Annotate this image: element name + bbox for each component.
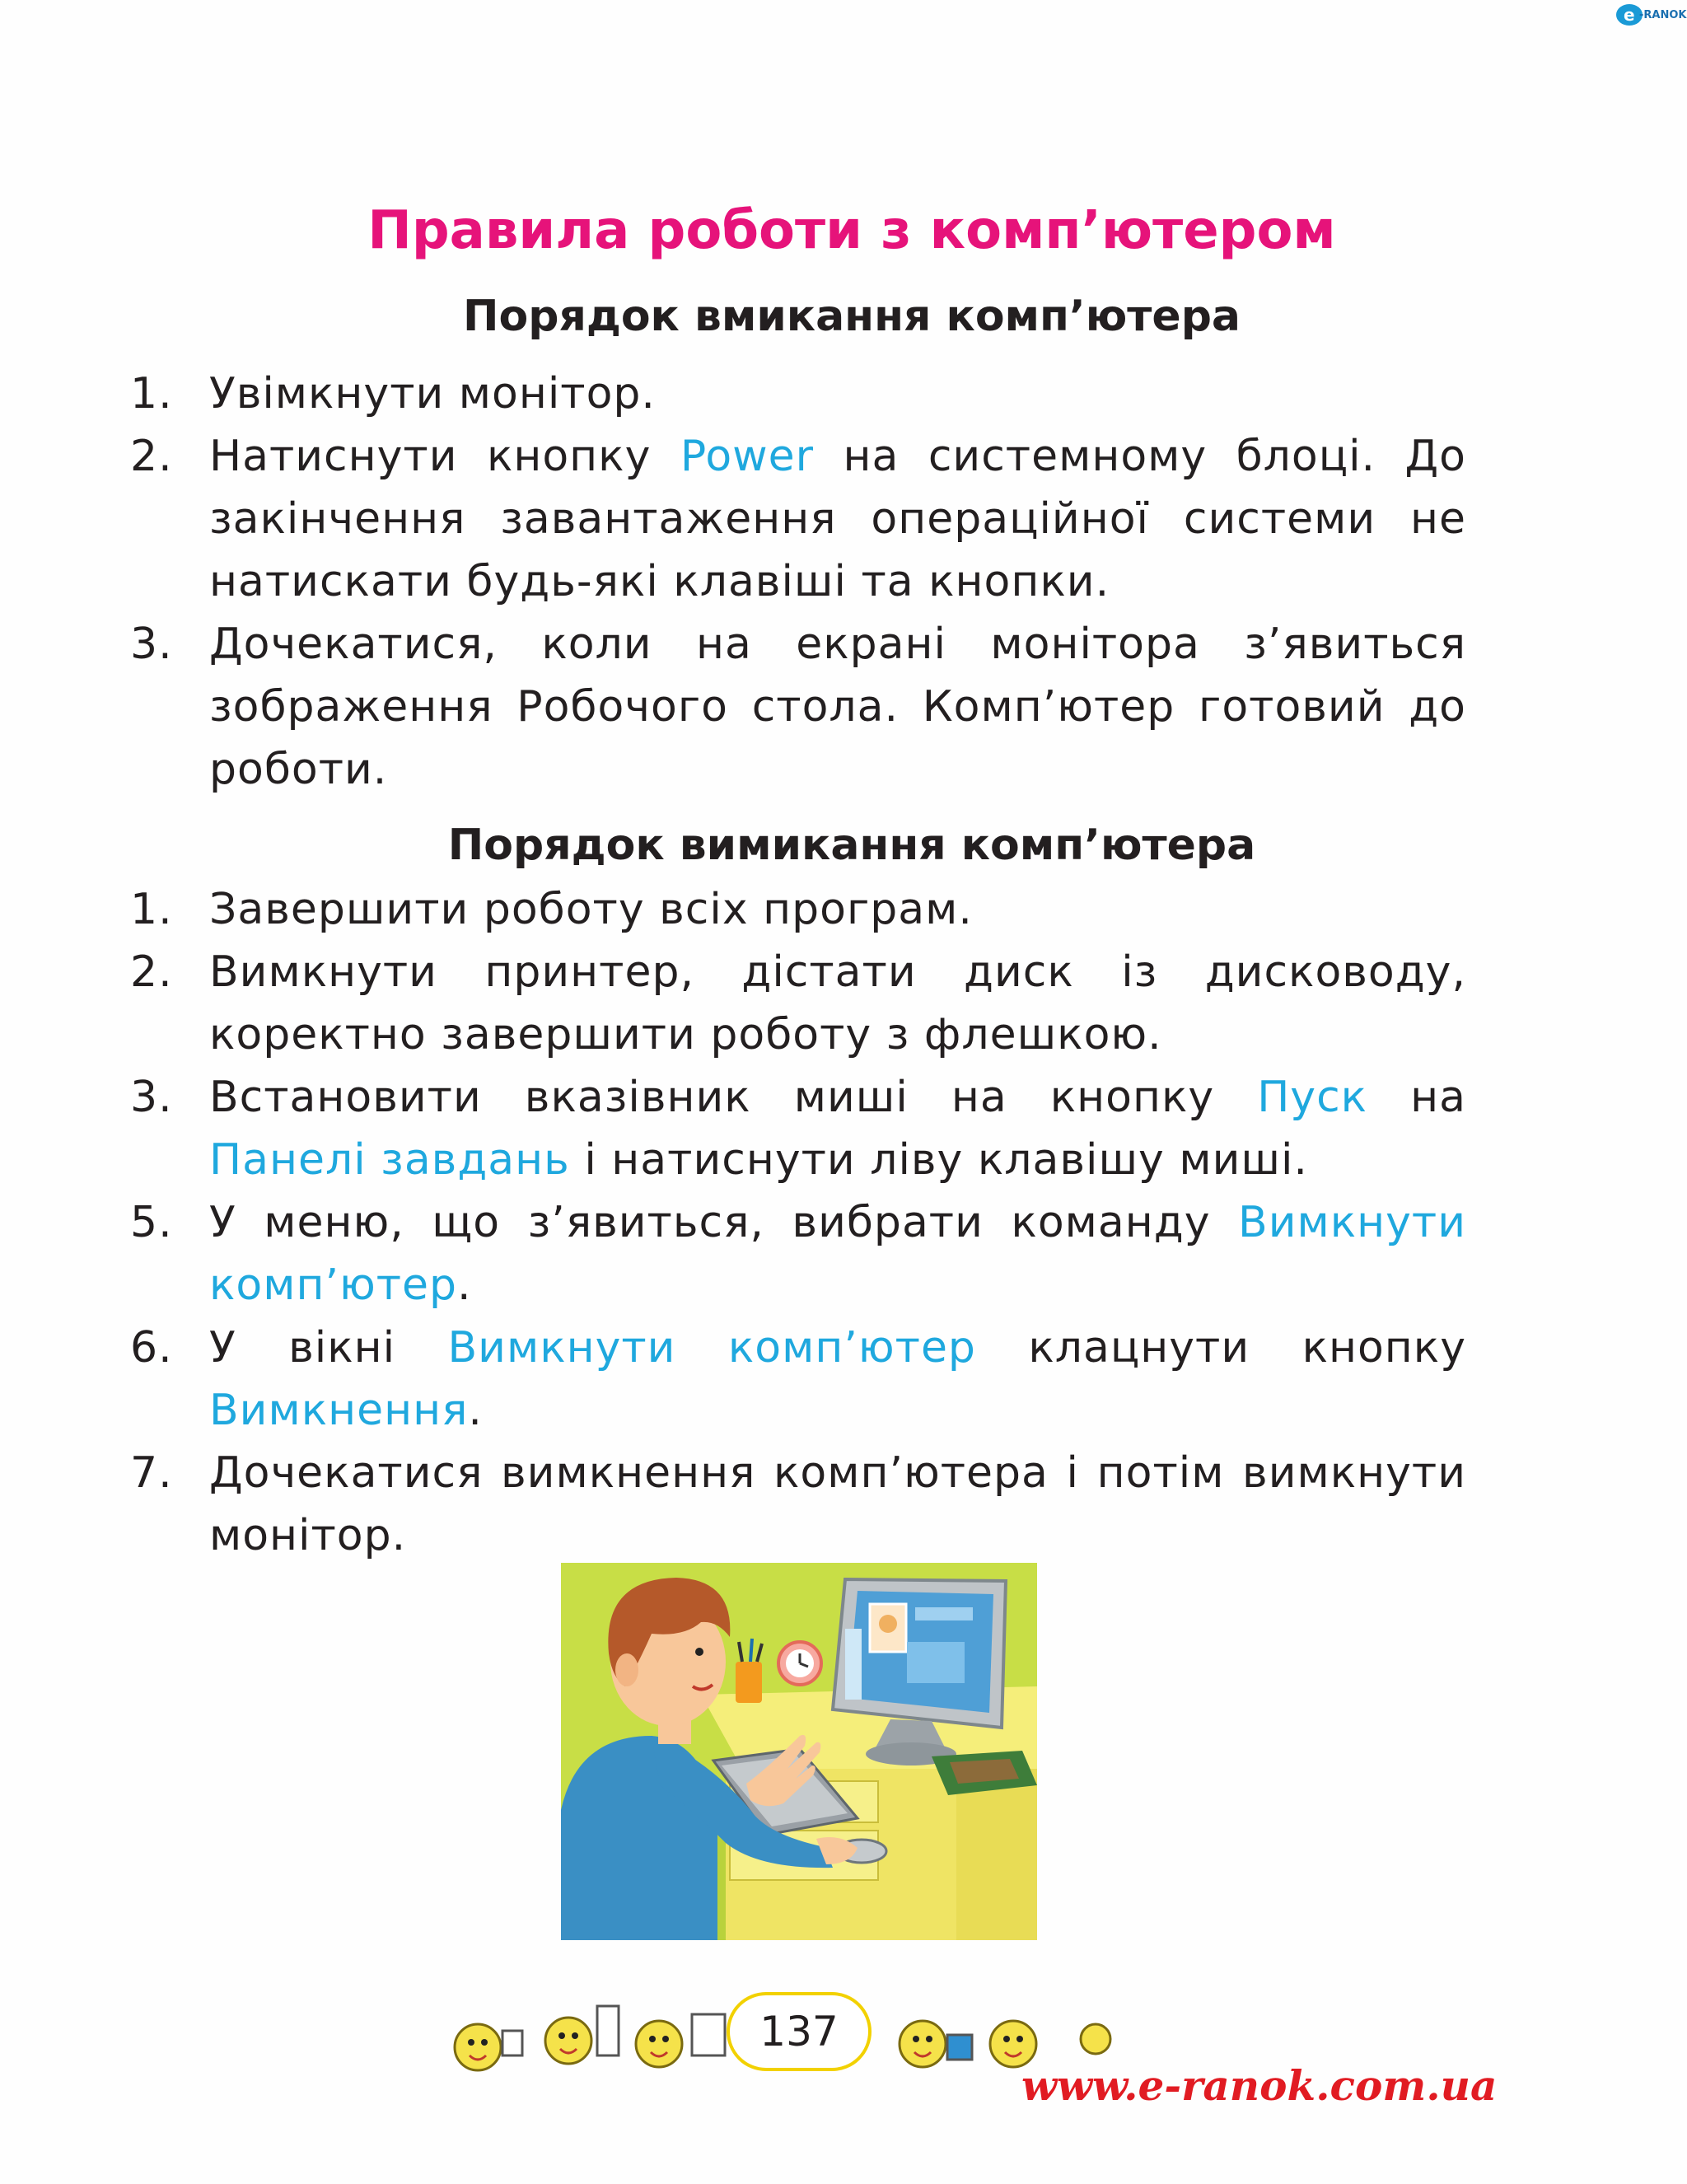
item-text: на системному блоці. До закінчення завантаження операційної системи не натискати будь-які клавіші та кнопки. — [209, 432, 1466, 606]
ui-term: Вимкнути комп’ютер — [447, 1323, 976, 1373]
section-on-heading: Порядок вмикання комп’ютера — [462, 292, 1241, 341]
section-off-heading: Порядок вимикання комп’ютера — [447, 821, 1256, 870]
list-item — [130, 425, 1466, 613]
item-text: Вимкнути принтер, дістати диск із дисководу, коректно завершити роботу з флешкою. — [209, 947, 1466, 1059]
item-text: Увімкнути монітор. — [209, 369, 656, 419]
svg-text:-RANOK: -RANOK — [1639, 9, 1687, 21]
list-item — [130, 1316, 1466, 1442]
power-off-steps — [130, 878, 1466, 1567]
item-number: 7. — [130, 1448, 173, 1498]
item-text: Встановити вказівник миші на кнопку — [209, 1073, 1258, 1122]
item-number: 2. — [130, 432, 173, 481]
list-item — [130, 1442, 1466, 1567]
page-title: Правила роботи з комп’ютером — [367, 200, 1336, 261]
list-item — [130, 613, 1466, 801]
item-number: 6. — [130, 1323, 173, 1373]
item-text: і натиснути ліву клавішу миші. — [569, 1135, 1308, 1185]
power-on-steps — [130, 362, 1466, 801]
item-text: У меню, що з’явиться, вибрати команду — [209, 1198, 1239, 1247]
item-number: 2. — [130, 947, 173, 997]
website-url: www.e-ranok.com.ua — [1021, 2061, 1498, 2110]
ui-term: Вимкнути комп’ютер — [209, 1198, 1466, 1310]
item-text: клацнути кнопку — [975, 1323, 1466, 1373]
boy-at-computer-illustration — [561, 1563, 1037, 1940]
ui-term: Панелі завдань — [209, 1135, 570, 1185]
item-number: 1. — [130, 885, 173, 934]
item-number: 3. — [130, 620, 173, 669]
item-number: 1. — [130, 369, 173, 419]
list-item — [130, 941, 1466, 1066]
ui-term: Power — [680, 432, 815, 481]
item-text: У вікні — [209, 1323, 448, 1373]
item-text: Завершити роботу всіх програм. — [209, 885, 973, 934]
item-text: . — [468, 1386, 483, 1435]
item-text: на — [1367, 1073, 1466, 1122]
item-text: . — [457, 1260, 472, 1310]
item-text: Дочекатися вимкнення комп’ютера і потім вимкнути монітор. — [209, 1448, 1466, 1560]
page-number-badge: 137 — [727, 1992, 872, 2071]
item-text: Дочекатися, коли на екрані монітора з’явиться зображення Робочого стола. Комп’ютер готовий до роботи. — [209, 620, 1466, 794]
list-item — [130, 1066, 1466, 1191]
ui-term: Пуск — [1257, 1073, 1368, 1122]
item-number: 3. — [130, 1073, 173, 1122]
list-item — [130, 878, 1466, 941]
list-item — [130, 1191, 1466, 1316]
publisher-logo — [1615, 0, 1687, 28]
list-item — [130, 362, 1466, 425]
ui-term: Вимкнення — [209, 1386, 469, 1435]
svg-text:e: e — [1624, 5, 1635, 25]
item-number: 5. — [130, 1198, 173, 1247]
item-text: Натиснути кнопку — [209, 432, 680, 481]
